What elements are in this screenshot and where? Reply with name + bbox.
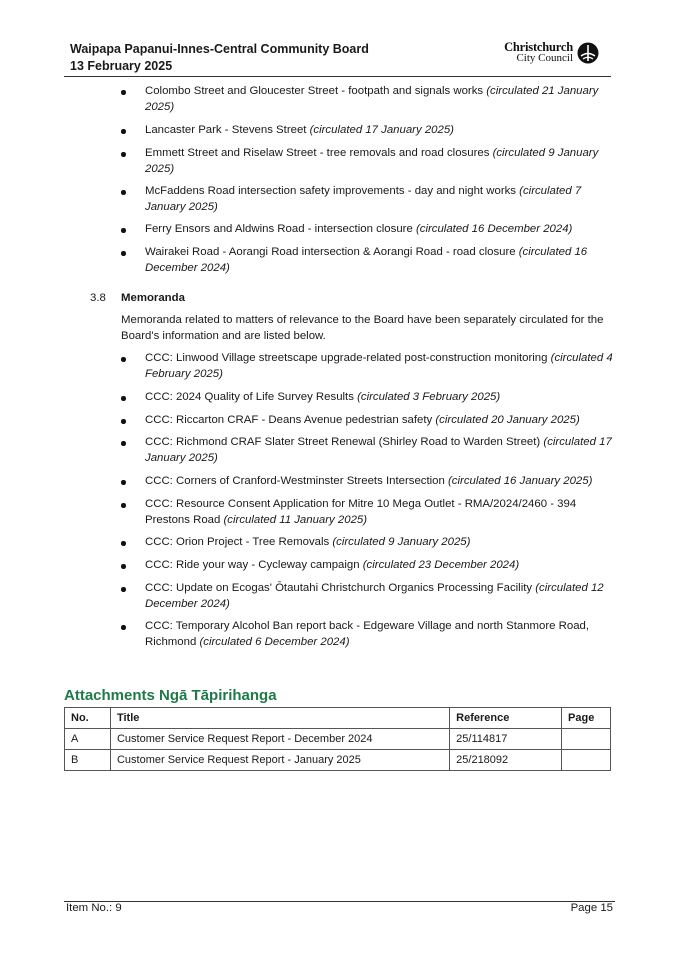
column-header-reference: Reference (450, 708, 562, 729)
bullet-icon (121, 419, 126, 424)
attachment-reference: 25/218092 (450, 750, 562, 771)
attachment-no: A (65, 729, 111, 750)
logo-line2: City Council (516, 52, 573, 64)
list-item: CCC: Richmond CRAF Slater Street Renewal (Shirley Road to Warden Street) (circulated 17 January 2025) (145, 434, 615, 466)
list-item: McFaddens Road intersection safety improvements - day and night works (circulated 7 January 2025) (145, 183, 615, 215)
bullet-icon (121, 129, 126, 134)
bullet-icon (121, 228, 126, 233)
header-divider (64, 76, 611, 77)
page-number: Page 15 (570, 902, 613, 914)
bullet-icon (121, 503, 126, 508)
attachments-table (64, 707, 611, 771)
section-title: Memoranda (121, 292, 185, 304)
section-number: 3.8 (90, 292, 106, 304)
bullet-icon (121, 190, 126, 195)
list-item: CCC: Resource Consent Application for Mitre 10 Mega Outlet - RMA/2024/2460 - 394 Prestons Road (circulated 11 January 2025) (145, 496, 615, 528)
page-header (70, 41, 611, 77)
list-item: CCC: Update on Ecogas' Ōtautahi Christchurch Organics Processing Facility (circulated 12 December 2024) (145, 580, 615, 612)
table-row (65, 729, 611, 750)
list-item: Ferry Ensors and Aldwins Road - intersection closure (circulated 16 December 2024) (145, 221, 615, 237)
council-emblem-icon (577, 42, 599, 64)
attachment-title: Customer Service Request Report - December 2024 (110, 729, 449, 750)
column-header-title: Title (110, 708, 449, 729)
bullet-icon (121, 564, 126, 569)
attachments-heading: Attachments Ngā Tāpirihanga (64, 687, 277, 704)
meeting-date: 13 February 2025 (70, 59, 173, 73)
footer-divider (64, 901, 615, 902)
council-logo (504, 42, 599, 64)
board-name: Waipapa Papanui-Innes-Central Community Board (70, 42, 369, 56)
list-item: Emmett Street and Riselaw Street - tree removals and road closures (circulated 9 January 2025) (145, 145, 615, 177)
bullet-icon (121, 441, 126, 446)
bullet-icon (121, 152, 126, 157)
bullet-icon (121, 625, 126, 630)
bullet-icon (121, 251, 126, 256)
attachment-reference: 25/114817 (450, 729, 562, 750)
logo-line1: Christchurch (504, 40, 573, 54)
list-item: CCC: Ride your way - Cycleway campaign (circulated 23 December 2024) (145, 557, 615, 573)
table-header-row (65, 708, 611, 729)
bullet-icon (121, 480, 126, 485)
list-item: CCC: Temporary Alcohol Ban report back - Edgeware Village and north Stanmore Road, Richmond (circulated 6 December 2024) (145, 618, 615, 650)
attachment-title: Customer Service Request Report - January 2025 (110, 750, 449, 771)
list-item: CCC: Riccarton CRAF - Deans Avenue pedestrian safety (circulated 20 January 2025) (145, 412, 615, 428)
bullet-icon (121, 396, 126, 401)
bullet-icon (121, 541, 126, 546)
attachment-page (562, 729, 611, 750)
bullet-icon (121, 357, 126, 362)
column-header-page: Page (562, 708, 611, 729)
bullet-icon (121, 587, 126, 592)
attachment-no: B (65, 750, 111, 771)
attachment-page (562, 750, 611, 771)
list-item: Lancaster Park - Stevens Street (circulated 17 January 2025) (145, 122, 615, 138)
list-item: Colombo Street and Gloucester Street - footpath and signals works (circulated 21 January 2025) (145, 83, 615, 115)
column-header-no: No. (65, 708, 111, 729)
list-item: CCC: Corners of Cranford-Westminster Streets Intersection (circulated 16 January 2025) (145, 473, 615, 489)
table-row (65, 750, 611, 771)
item-number: Item No.: 9 (66, 902, 122, 914)
section-intro: Memoranda related to matters of relevance to the Board have been separately circulated for the Board's information and are listed below. (121, 314, 604, 342)
list-item: CCC: Linwood Village streetscape upgrade-related post-construction monitoring (circulated 4 February 2025) (145, 350, 615, 382)
list-item: Wairakei Road - Aorangi Road intersection & Aorangi Road - road closure (circulated 16 December 2024) (145, 244, 615, 276)
list-item: CCC: 2024 Quality of Life Survey Results (circulated 3 February 2025) (145, 389, 615, 405)
bullet-icon (121, 90, 126, 95)
list-item: CCC: Orion Project - Tree Removals (circulated 9 January 2025) (145, 534, 615, 550)
